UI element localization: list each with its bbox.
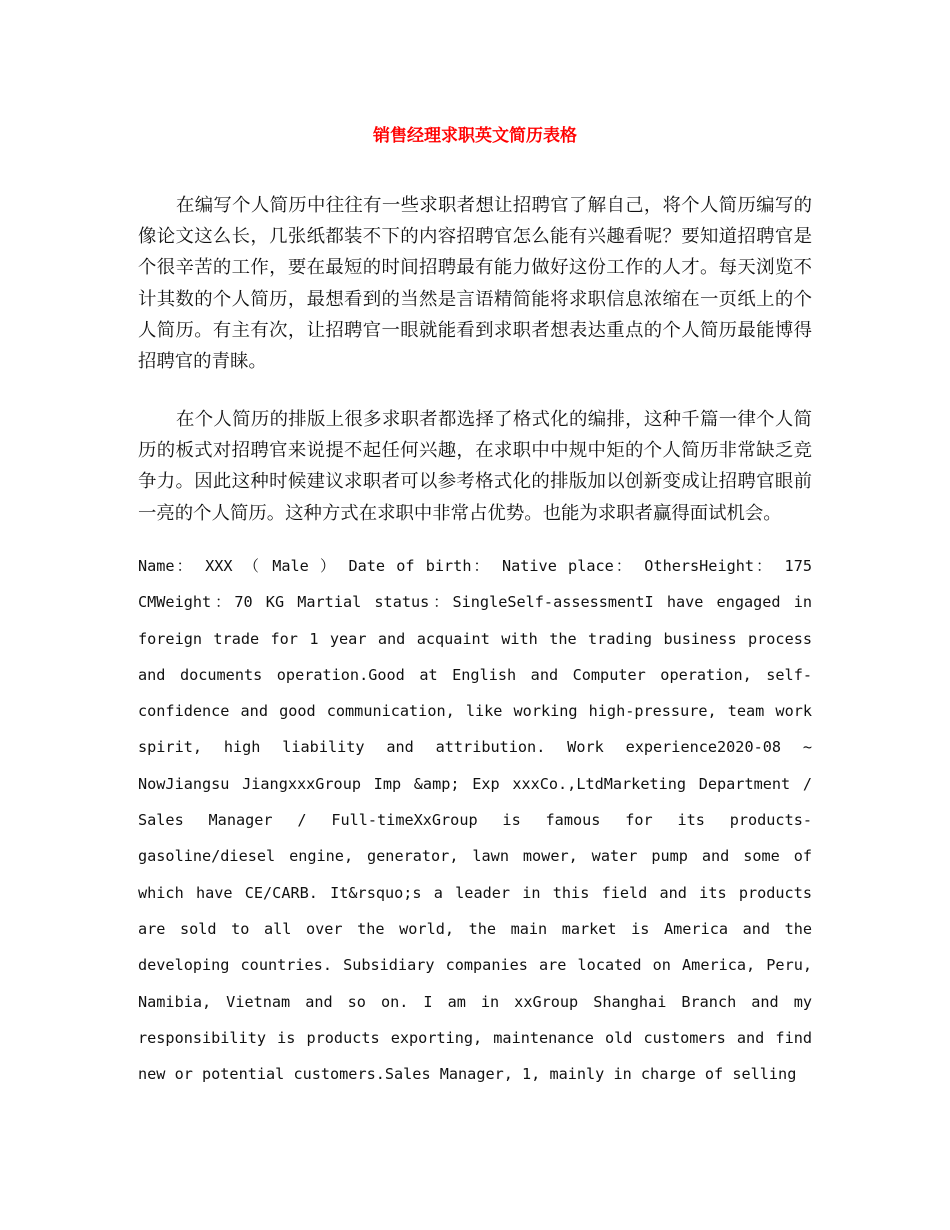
intro-paragraph-2: 在个人简历的排版上很多求职者都选择了格式化的编排，这种千篇一律个人简历的板式对招聘官来说提不起任何兴趣，在求职中中规中矩的个人简历非常缺乏竞争力。因此这种时候建议求职者可以参考格式化的排版加以创新变成让招聘官眼前一亮的个人简历。这种方式在求职中非常占优势。也能为求职者赢得面试机会。 [138, 409, 812, 524]
document-title: 销售经理求职英文简历表格 [373, 126, 577, 146]
intro-paragraph-1: 在编写个人简历中往往有一些求职者想让招聘官了解自己，将个人简历编写的像论文这么长，几张纸都装不下的内容招聘官怎么能有兴趣看呢？要知道招聘官是个很辛苦的工作，要在最短的时间招聘最有能力做好这份工作的人才。每天浏览不计其数的个人简历，最想看到的当然是言语精简能将求职信息浓缩在一页纸上的个人简历。有主有次，让招聘官一眼就能看到求职者想表达重点的个人简历最能博得招聘官的青睐。 [138, 195, 812, 373]
english-resume-text: Name： XXX （ Male ） Date of birth： Native place： OthersHeight： 175 CMWeight：70 KG Martial status：SingleSelf-assessmentI have engaged in foreign trade for 1 year and acquaint with the trading business process and documents operation.Good at English and Computer operation, self-confidence and good communication, like working high-pressure, team work spirit, high liability and attribution. Work experience2020-08 ~ NowJiangsu JiangxxxGroup Imp &amp; Exp xxxCo.,LtdMarketing Department / Sales Manager / Full-timeXxGroup is famous for its products-gasoline/diesel engine, generator, lawn mower, water pump and some of which have CE/CARB. It&rsquo;s a leader in this field and its products are sold to all over the world, the main market is America and the developing countries. Subsidiary companies are located on America, Peru, Namibia, Vietnam and so on. I am in xxGroup Shanghai Branch and my responsibility is products exporting, maintenance old customers and find new or potential customers.Sales Manager, 1, mainly in charge of selling [138, 557, 812, 1084]
